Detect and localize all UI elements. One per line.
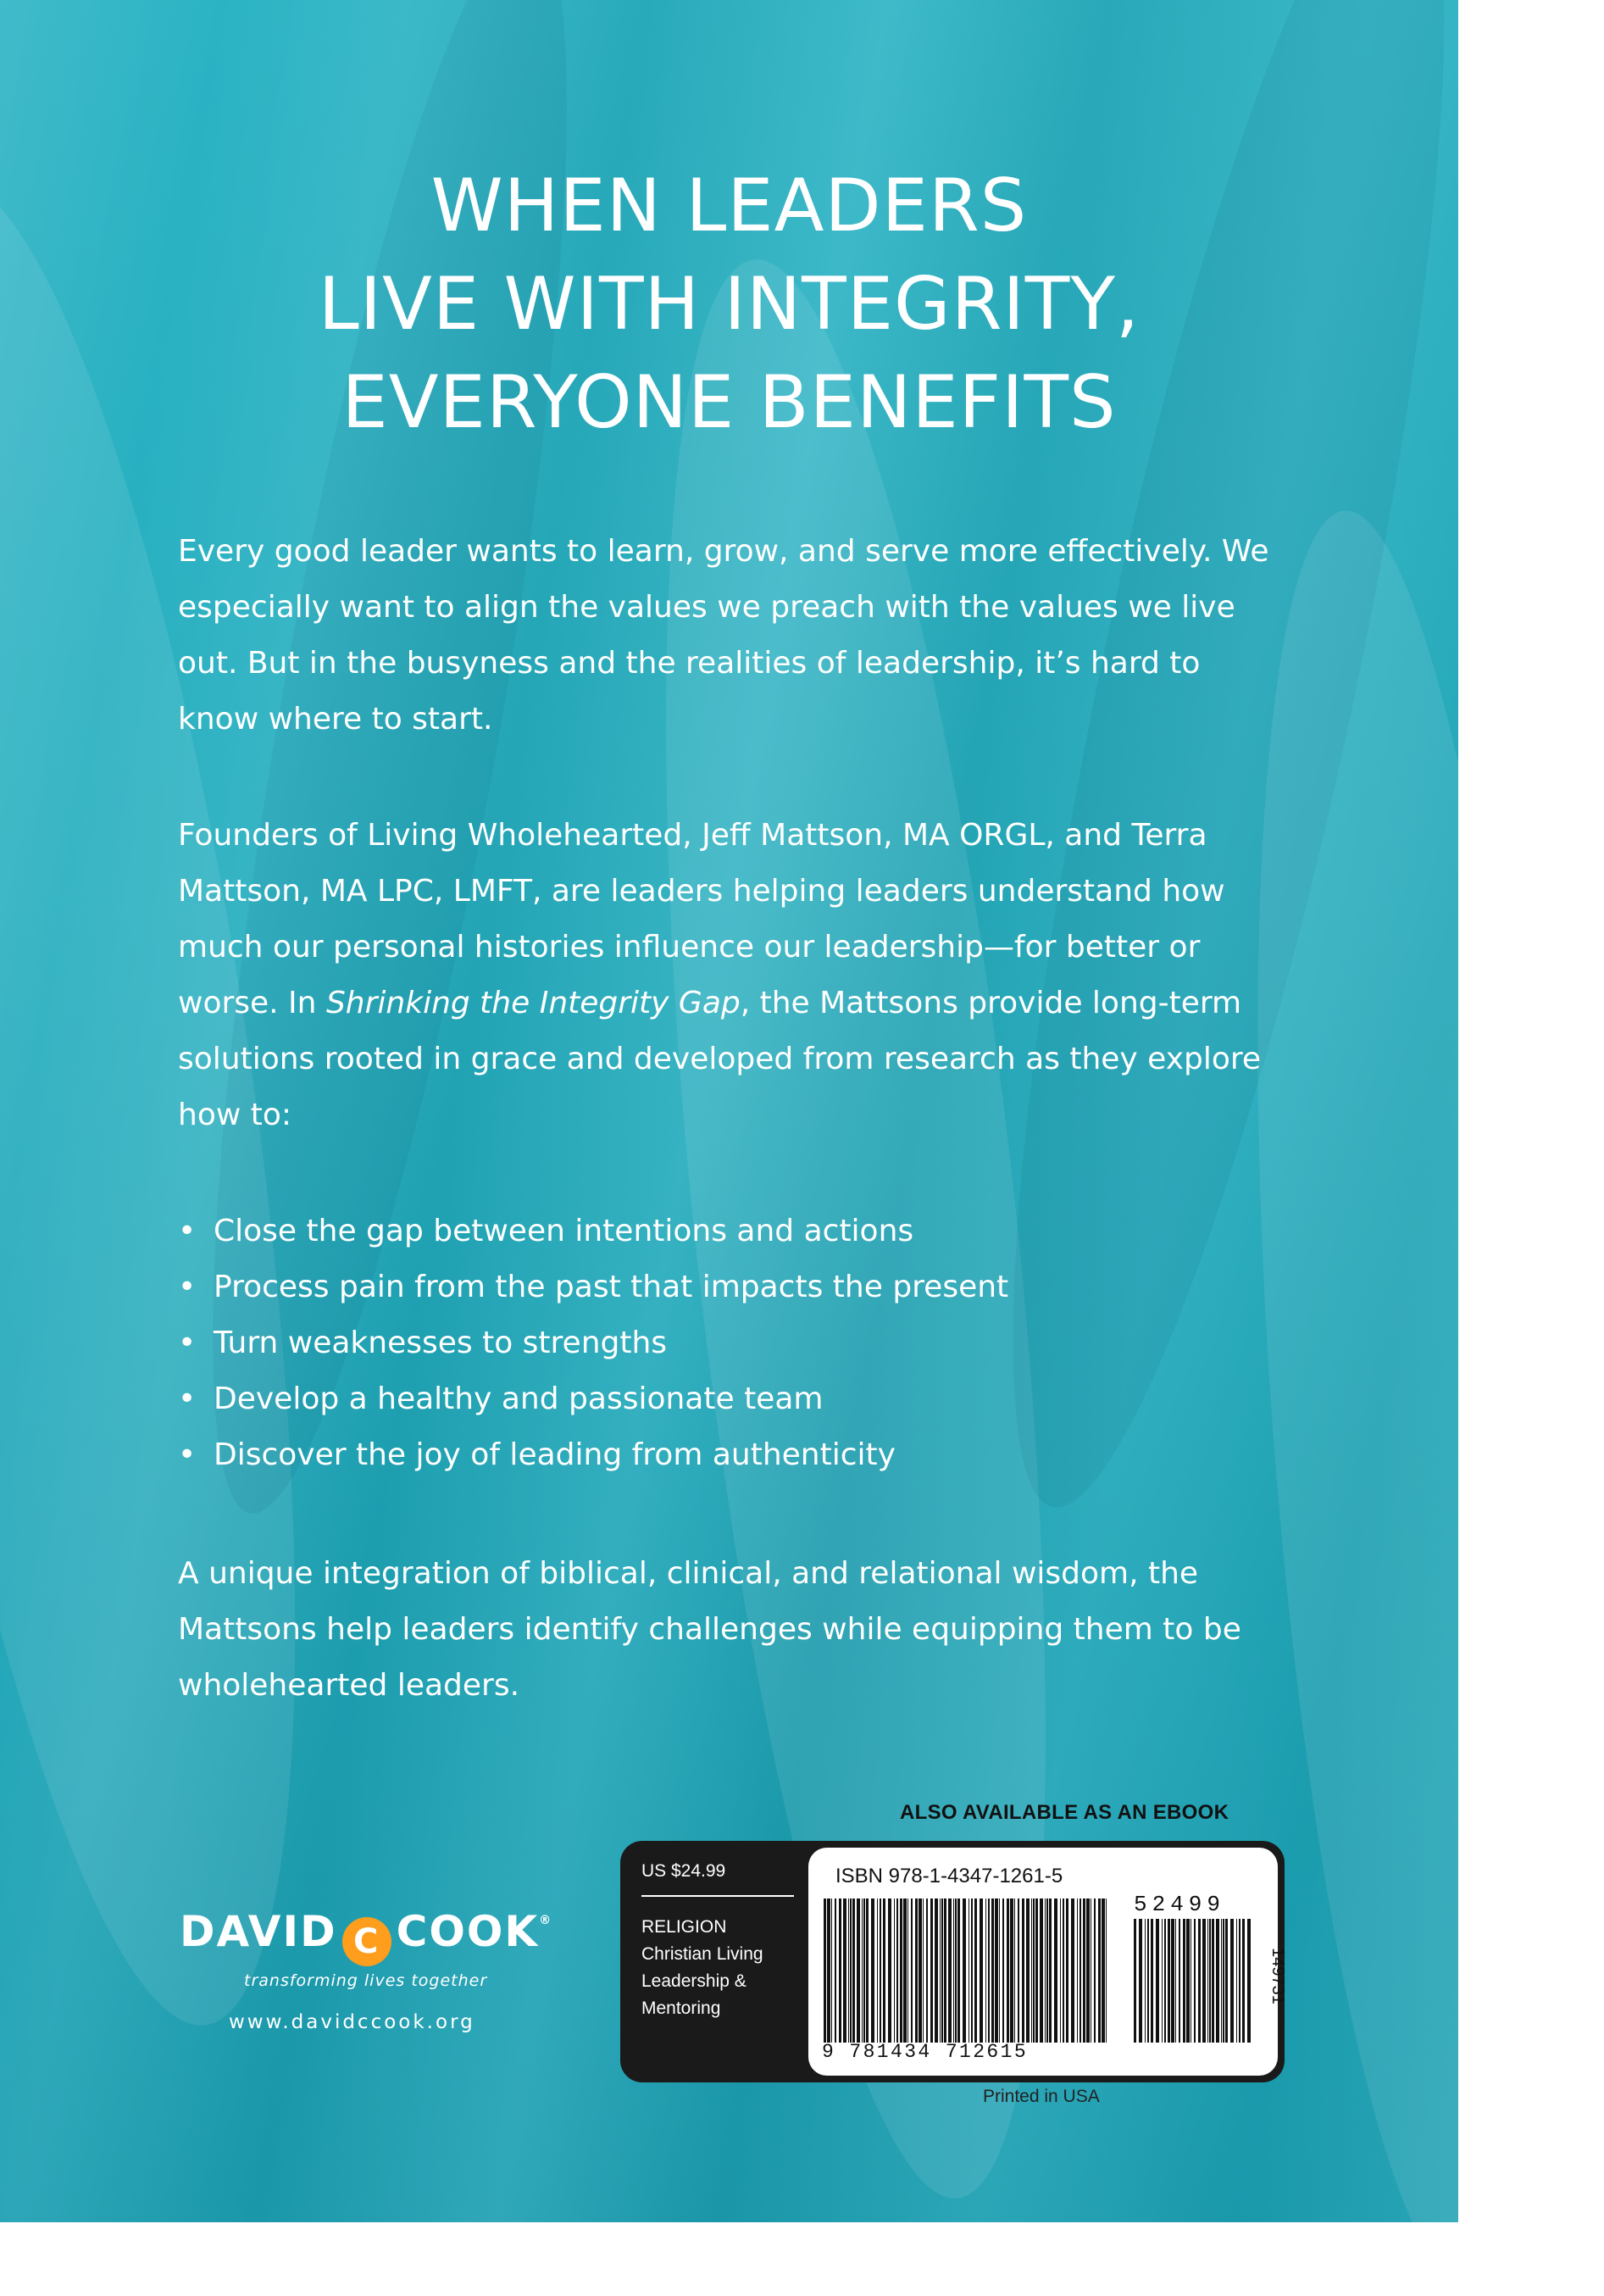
barcode-box — [620, 1841, 1285, 2082]
publisher-website: www.davidccook.org — [229, 2011, 475, 2033]
barcode-bar — [1086, 1899, 1090, 2043]
price-panel — [620, 1841, 808, 2082]
barcode-bar — [839, 1899, 841, 2043]
barcode-bar — [883, 1899, 885, 2043]
barcode-bar — [1139, 1919, 1142, 2043]
barcode-bar — [988, 1899, 990, 2043]
barcode-bar — [1194, 1919, 1196, 2043]
barcode-bar — [1094, 1899, 1096, 2043]
barcode-bar — [1002, 1899, 1004, 2043]
barcode-bar — [1054, 1899, 1057, 2043]
barcode-bar — [894, 1899, 895, 2043]
barcode-bar — [1031, 1899, 1032, 2043]
barcode-bar — [1049, 1899, 1052, 2043]
logo-cook: COOK — [396, 1907, 540, 1956]
category-list — [641, 1914, 763, 2022]
barcode-bar — [1171, 1919, 1174, 2043]
barcode-bar — [963, 1899, 966, 2043]
barcode-bar — [999, 1899, 1000, 2043]
barcode-bar — [1077, 1899, 1078, 2043]
headline-line-2: LIVE WITH INTEGRITY, — [318, 262, 1141, 347]
barcode-bar — [1168, 1919, 1170, 2043]
barcode-bar — [957, 1899, 960, 2043]
barcode-bar — [1080, 1899, 1081, 2043]
barcode-bar — [941, 1899, 943, 2043]
barcode-bar — [1198, 1919, 1201, 2043]
category-line: RELIGION — [641, 1917, 727, 1937]
barcode-bar — [1147, 1919, 1149, 2043]
barcode-bar — [1230, 1919, 1234, 2043]
book-title: Shrinking the Integrity Gap — [325, 986, 741, 1020]
barcode-bar — [903, 1899, 907, 2043]
barcode-bar — [915, 1899, 918, 2043]
barcode-bar — [930, 1899, 933, 2043]
list-item: • Develop a healthy and passionate team — [178, 1371, 1279, 1427]
barcode-bar — [1186, 1919, 1190, 2043]
category-line: Mentoring — [641, 1999, 721, 2018]
list-item: • Turn weaknesses to strengths — [178, 1315, 1279, 1371]
barcode-bar — [1106, 1899, 1107, 2043]
barcode-bar — [1179, 1919, 1180, 2043]
barcode-bar — [880, 1899, 881, 2043]
authors-text-end: , the Mattsons provide long-term solutions rooted in grace and developed from research as they explore how to: — [178, 986, 1262, 1132]
barcode-bar — [1040, 1899, 1043, 2043]
isbn-digits: 9 781434 712615 — [822, 2041, 1029, 2063]
barcode-bar — [1071, 1899, 1074, 2043]
barcode-bar — [1202, 1919, 1206, 2043]
barcode-bar — [1145, 1919, 1146, 2043]
closing-paragraph: A unique integration of biblical, clinical, and relational wisdom, the Mattsons help leaders identify challenges while equipping them to be wholehearted leaders. — [178, 1556, 1241, 1703]
headline-line-1: WHEN LEADERS — [430, 164, 1028, 248]
barcode-bar — [1247, 1919, 1251, 2043]
price: US $24.99 — [641, 1861, 726, 1881]
publisher-tagline: transforming lives together — [244, 1971, 488, 1990]
addon-number: 52499 — [1134, 1892, 1226, 1917]
benefit-list — [178, 1204, 1279, 1483]
barcode-bar — [948, 1899, 952, 2043]
barcode-bar — [863, 1899, 865, 2043]
barcode-bar — [871, 1899, 874, 2043]
barcode-bar — [852, 1899, 855, 2043]
logo-c-circle: C — [342, 1917, 391, 1966]
price-divider — [641, 1895, 794, 1897]
ebook-notice: ALSO AVAILABLE AS AN EBOOK — [900, 1801, 1229, 1824]
barcode-bar — [1098, 1899, 1101, 2043]
barcode-bar — [1083, 1899, 1085, 2043]
barcode-bar — [1035, 1899, 1038, 2043]
barcode-bar — [1156, 1919, 1159, 2043]
barcode-bar — [1225, 1919, 1228, 2043]
barcode-bar — [1209, 1919, 1211, 2043]
barcode-bar — [1102, 1899, 1105, 2043]
barcode-panel — [808, 1848, 1287, 2076]
barcode-bar — [926, 1899, 928, 2043]
barcode-bar — [877, 1899, 878, 2043]
logo-david: DAVID — [180, 1907, 337, 1956]
registered-mark: ® — [539, 1914, 553, 1927]
barcode-bar — [835, 1899, 836, 2043]
headline-line-3: EVERYONE BENEFITS — [341, 360, 1117, 445]
barcode-bar — [862, 1899, 863, 2043]
barcode-bar — [1239, 1919, 1240, 2043]
headline — [0, 157, 1458, 452]
barcode-bar — [980, 1899, 983, 2043]
list-item: • Discover the joy of leading from authenticity — [178, 1427, 1279, 1483]
barcode-bar — [1223, 1919, 1224, 2043]
barcode-bar — [1066, 1899, 1068, 2043]
barcode-bar — [971, 1899, 973, 2043]
barcode-bar — [907, 1899, 908, 2043]
barcode-bar — [919, 1899, 922, 2043]
category-line: Leadership & — [641, 1971, 746, 1991]
barcode-bar — [991, 1899, 994, 2043]
barcode-bar — [848, 1899, 849, 2043]
isbn-label: ISBN 978-1-4347-1261-5 — [835, 1865, 1063, 1887]
barcode-bar — [1060, 1899, 1061, 2043]
barcode-bar — [1010, 1899, 1013, 2043]
barcode-bar — [944, 1899, 946, 2043]
barcode-bar — [1164, 1919, 1166, 2043]
barcode-bar — [1134, 1919, 1136, 2043]
barcode-bar — [896, 1899, 898, 2043]
barcode-bar — [824, 1899, 826, 2043]
authors-paragraph — [178, 808, 1279, 1143]
printed-in: Printed in USA — [983, 2087, 1100, 2106]
barcode-bar — [995, 1899, 998, 2043]
barcode-bar — [1151, 1919, 1153, 2043]
barcode-bar — [1045, 1899, 1046, 2043]
barcode-bar — [1026, 1899, 1030, 2043]
barcode-bar — [1221, 1919, 1222, 2043]
barcode-bar — [940, 1899, 941, 2043]
authors-text-start: Founders of Living Wholehearted, Jeff Mattson, MA ORGL, and Terra Mattson, MA LPC, LMFT, are leaders helping leaders understand how much our personal histories influence our leadership—for better or worse. In — [178, 818, 1225, 1020]
barcode-bar — [827, 1899, 830, 2043]
barcode-bar — [923, 1899, 924, 2043]
barcode-bar — [1063, 1899, 1064, 2043]
barcode-bar — [900, 1899, 902, 2043]
barcode-bar — [1162, 1919, 1163, 2043]
barcode-bar — [1207, 1919, 1208, 2043]
barcode-bar — [1236, 1919, 1237, 2043]
barcode-bar — [1212, 1919, 1214, 2043]
barcode-bar — [857, 1899, 860, 2043]
barcode-bar — [866, 1899, 869, 2043]
barcode-bar — [1183, 1919, 1185, 2043]
barcode-bar — [1018, 1899, 1019, 2043]
barcode-bar — [888, 1899, 891, 2043]
list-item: • Close the gap between intentions and actions — [178, 1204, 1279, 1259]
barcode-bar — [1175, 1919, 1176, 2043]
barcode-bar — [955, 1899, 957, 2043]
barcode-bar — [985, 1899, 986, 2043]
addon-barcode — [1132, 1919, 1251, 2043]
barcode-bar — [1216, 1919, 1219, 2043]
barcode-bar — [1007, 1899, 1009, 2043]
barcode-bar — [843, 1899, 846, 2043]
list-item: • Process pain from the past that impacts the present — [178, 1259, 1279, 1315]
barcode-bar — [1046, 1899, 1048, 2043]
barcode-bar — [1014, 1899, 1015, 2043]
intro-paragraph: Every good leader wants to learn, grow, and serve more effectively. We especially want to align the values we preach with the values we live out. But in the busyness and the realities of leadership, it’s hard to know where to start. — [178, 534, 1269, 737]
publisher-logo — [180, 1907, 552, 1966]
barcode-bar — [1033, 1899, 1035, 2043]
side-code: 149731 — [1268, 1948, 1287, 2004]
barcode-bar — [850, 1899, 852, 2043]
barcode-bar — [911, 1899, 913, 2043]
category-line: Christian Living — [641, 1944, 763, 1964]
barcode-bar — [974, 1899, 977, 2043]
barcode-bar — [1022, 1899, 1024, 2043]
barcode-bar — [953, 1899, 954, 2043]
barcode-bar — [935, 1899, 938, 2043]
isbn-barcode — [822, 1899, 1110, 2043]
barcode-bar — [831, 1899, 832, 2043]
barcode-bar — [1242, 1919, 1245, 2043]
